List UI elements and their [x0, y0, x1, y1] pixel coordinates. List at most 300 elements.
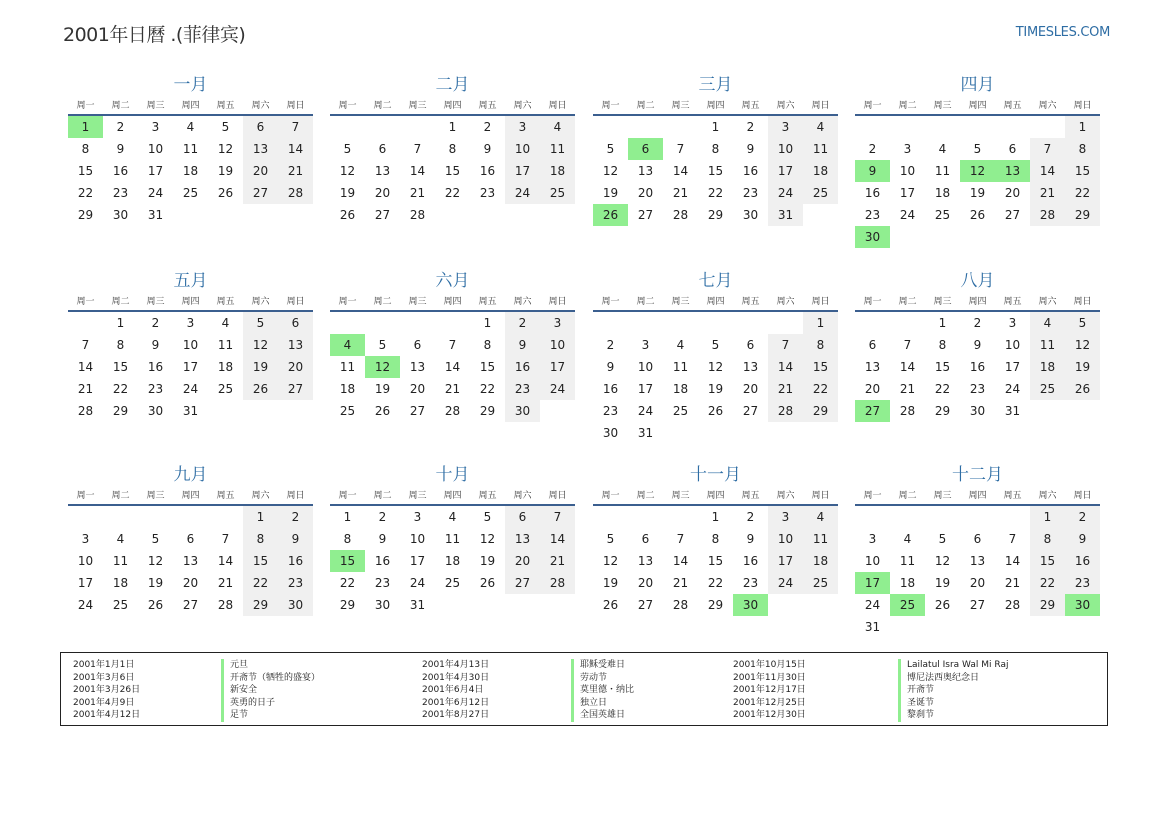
- day-cell[interactable]: 26: [217, 186, 234, 200]
- day-cell[interactable]: 24: [1004, 382, 1021, 396]
- day-cell[interactable]: 18: [672, 382, 689, 396]
- day-cell[interactable]: 20: [243, 160, 278, 182]
- holiday-day-cell[interactable]: 6: [628, 138, 663, 160]
- day-cell[interactable]: 20: [864, 382, 881, 396]
- day-cell[interactable]: 8: [938, 338, 947, 352]
- day-cell[interactable]: 1: [116, 316, 125, 330]
- holiday-day-cell[interactable]: 12: [960, 160, 995, 182]
- day-cell[interactable]: 23: [278, 572, 313, 594]
- day-cell[interactable]: 10: [864, 554, 881, 568]
- day-cell[interactable]: 22: [112, 382, 129, 396]
- day-cell[interactable]: 3: [540, 312, 575, 334]
- day-cell[interactable]: 24: [637, 404, 654, 418]
- day-cell[interactable]: 2: [746, 510, 755, 524]
- day-cell[interactable]: 5: [1065, 312, 1100, 334]
- day-cell[interactable]: 26: [707, 404, 724, 418]
- holiday-day-cell[interactable]: 25: [890, 594, 925, 616]
- day-cell[interactable]: 21: [444, 382, 461, 396]
- day-cell[interactable]: 8: [81, 142, 90, 156]
- day-cell[interactable]: 28: [672, 598, 689, 612]
- day-cell[interactable]: 30: [742, 208, 759, 222]
- day-cell[interactable]: 15: [112, 360, 129, 374]
- day-cell[interactable]: 11: [339, 360, 356, 374]
- day-cell[interactable]: 25: [803, 182, 838, 204]
- holiday-day-cell[interactable]: 13: [995, 160, 1030, 182]
- day-cell[interactable]: 12: [479, 532, 496, 546]
- day-cell[interactable]: 1: [803, 312, 838, 334]
- day-cell[interactable]: 2: [116, 120, 125, 134]
- day-cell[interactable]: 25: [182, 186, 199, 200]
- day-cell[interactable]: 3: [768, 506, 803, 528]
- day-cell[interactable]: 27: [742, 404, 759, 418]
- day-cell[interactable]: 27: [409, 404, 426, 418]
- day-cell[interactable]: 23: [1065, 572, 1100, 594]
- day-cell[interactable]: 5: [711, 338, 720, 352]
- day-cell[interactable]: 24: [505, 182, 540, 204]
- day-cell[interactable]: 20: [637, 576, 654, 590]
- day-cell[interactable]: 14: [672, 554, 689, 568]
- day-cell[interactable]: 16: [969, 360, 986, 374]
- day-cell[interactable]: 17: [1004, 360, 1021, 374]
- day-cell[interactable]: 5: [221, 120, 230, 134]
- day-cell[interactable]: 7: [903, 338, 912, 352]
- day-cell[interactable]: 23: [742, 576, 759, 590]
- day-cell[interactable]: 27: [505, 572, 540, 594]
- day-cell[interactable]: 6: [186, 532, 195, 546]
- day-cell[interactable]: 20: [374, 186, 391, 200]
- day-cell[interactable]: 8: [448, 142, 457, 156]
- day-cell[interactable]: 17: [637, 382, 654, 396]
- day-cell[interactable]: 11: [1030, 334, 1065, 356]
- day-cell[interactable]: 7: [81, 338, 90, 352]
- day-cell[interactable]: 31: [1004, 404, 1021, 418]
- day-cell[interactable]: 5: [606, 142, 615, 156]
- day-cell[interactable]: 12: [602, 554, 619, 568]
- day-cell[interactable]: 6: [243, 116, 278, 138]
- site-name[interactable]: TIMESLES.COM: [1015, 25, 1110, 40]
- day-cell[interactable]: 19: [602, 576, 619, 590]
- day-cell[interactable]: 28: [444, 404, 461, 418]
- day-cell[interactable]: 13: [864, 360, 881, 374]
- day-cell[interactable]: 19: [707, 382, 724, 396]
- day-cell[interactable]: 10: [182, 338, 199, 352]
- day-cell[interactable]: 5: [243, 312, 278, 334]
- day-cell[interactable]: 10: [505, 138, 540, 160]
- day-cell[interactable]: 31: [637, 426, 654, 440]
- day-cell[interactable]: 19: [1065, 356, 1100, 378]
- day-cell[interactable]: 8: [343, 532, 352, 546]
- day-cell[interactable]: 28: [672, 208, 689, 222]
- day-cell[interactable]: 7: [676, 532, 685, 546]
- day-cell[interactable]: 11: [217, 338, 234, 352]
- day-cell[interactable]: 16: [278, 550, 313, 572]
- day-cell[interactable]: 6: [868, 338, 877, 352]
- day-cell[interactable]: 31: [147, 208, 164, 222]
- day-cell[interactable]: 30: [505, 400, 540, 422]
- day-cell[interactable]: 22: [1065, 182, 1100, 204]
- day-cell[interactable]: 11: [182, 142, 199, 156]
- day-cell[interactable]: 8: [711, 142, 720, 156]
- day-cell[interactable]: 28: [278, 182, 313, 204]
- day-cell[interactable]: 11: [112, 554, 129, 568]
- holiday-day-cell[interactable]: 26: [593, 204, 628, 226]
- day-cell[interactable]: 25: [672, 404, 689, 418]
- day-cell[interactable]: 3: [1008, 316, 1017, 330]
- day-cell[interactable]: 21: [409, 186, 426, 200]
- day-cell[interactable]: 18: [339, 382, 356, 396]
- day-cell[interactable]: 4: [803, 506, 838, 528]
- day-cell[interactable]: 30: [969, 404, 986, 418]
- day-cell[interactable]: 19: [339, 186, 356, 200]
- day-cell[interactable]: 2: [151, 316, 160, 330]
- day-cell[interactable]: 7: [1008, 532, 1017, 546]
- day-cell[interactable]: 9: [746, 532, 755, 546]
- day-cell[interactable]: 14: [409, 164, 426, 178]
- holiday-day-cell[interactable]: 15: [330, 550, 365, 572]
- day-cell[interactable]: 9: [483, 142, 492, 156]
- day-cell[interactable]: 7: [1030, 138, 1065, 160]
- day-cell[interactable]: 3: [505, 116, 540, 138]
- day-cell[interactable]: 18: [217, 360, 234, 374]
- day-cell[interactable]: 4: [540, 116, 575, 138]
- day-cell[interactable]: 15: [934, 360, 951, 374]
- day-cell[interactable]: 21: [77, 382, 94, 396]
- day-cell[interactable]: 22: [803, 378, 838, 400]
- day-cell[interactable]: 19: [602, 186, 619, 200]
- day-cell[interactable]: 7: [278, 116, 313, 138]
- day-cell[interactable]: 9: [606, 360, 615, 374]
- day-cell[interactable]: 4: [803, 116, 838, 138]
- day-cell[interactable]: 16: [864, 186, 881, 200]
- day-cell[interactable]: 12: [934, 554, 951, 568]
- day-cell[interactable]: 13: [637, 164, 654, 178]
- day-cell[interactable]: 3: [81, 532, 90, 546]
- day-cell[interactable]: 19: [479, 554, 496, 568]
- day-cell[interactable]: 25: [339, 404, 356, 418]
- day-cell[interactable]: 5: [938, 532, 947, 546]
- day-cell[interactable]: 19: [147, 576, 164, 590]
- day-cell[interactable]: 10: [1004, 338, 1021, 352]
- day-cell[interactable]: 21: [1004, 576, 1021, 590]
- holiday-day-cell[interactable]: 30: [855, 226, 890, 248]
- day-cell[interactable]: 12: [243, 334, 278, 356]
- day-cell[interactable]: 13: [742, 360, 759, 374]
- day-cell[interactable]: 15: [479, 360, 496, 374]
- day-cell[interactable]: 12: [339, 164, 356, 178]
- day-cell[interactable]: 29: [243, 594, 278, 616]
- day-cell[interactable]: 11: [803, 528, 838, 550]
- day-cell[interactable]: 1: [711, 120, 720, 134]
- holiday-day-cell[interactable]: 4: [330, 334, 365, 356]
- day-cell[interactable]: 14: [672, 164, 689, 178]
- day-cell[interactable]: 31: [864, 620, 881, 634]
- day-cell[interactable]: 10: [540, 334, 575, 356]
- day-cell[interactable]: 18: [899, 576, 916, 590]
- day-cell[interactable]: 3: [868, 532, 877, 546]
- holiday-day-cell[interactable]: 1: [68, 116, 103, 138]
- day-cell[interactable]: 10: [637, 360, 654, 374]
- day-cell[interactable]: 15: [77, 164, 94, 178]
- day-cell[interactable]: 15: [803, 356, 838, 378]
- day-cell[interactable]: 25: [803, 572, 838, 594]
- day-cell[interactable]: 15: [707, 164, 724, 178]
- day-cell[interactable]: 14: [77, 360, 94, 374]
- day-cell[interactable]: 15: [444, 164, 461, 178]
- day-cell[interactable]: 28: [899, 404, 916, 418]
- day-cell[interactable]: 4: [221, 316, 230, 330]
- day-cell[interactable]: 16: [1065, 550, 1100, 572]
- day-cell[interactable]: 4: [448, 510, 457, 524]
- day-cell[interactable]: 2: [868, 142, 877, 156]
- day-cell[interactable]: 27: [969, 598, 986, 612]
- day-cell[interactable]: 24: [768, 572, 803, 594]
- day-cell[interactable]: 8: [803, 334, 838, 356]
- day-cell[interactable]: 17: [899, 186, 916, 200]
- day-cell[interactable]: 5: [973, 142, 982, 156]
- day-cell[interactable]: 23: [969, 382, 986, 396]
- day-cell[interactable]: 4: [676, 338, 685, 352]
- day-cell[interactable]: 2: [505, 312, 540, 334]
- day-cell[interactable]: 3: [768, 116, 803, 138]
- day-cell[interactable]: 16: [505, 356, 540, 378]
- day-cell[interactable]: 19: [243, 356, 278, 378]
- day-cell[interactable]: 11: [899, 554, 916, 568]
- day-cell[interactable]: 26: [934, 598, 951, 612]
- day-cell[interactable]: 2: [378, 510, 387, 524]
- day-cell[interactable]: 25: [540, 182, 575, 204]
- day-cell[interactable]: 22: [243, 572, 278, 594]
- holiday-day-cell[interactable]: 12: [365, 356, 400, 378]
- day-cell[interactable]: 2: [483, 120, 492, 134]
- day-cell[interactable]: 4: [938, 142, 947, 156]
- day-cell[interactable]: 17: [182, 360, 199, 374]
- day-cell[interactable]: 16: [479, 164, 496, 178]
- day-cell[interactable]: 10: [147, 142, 164, 156]
- day-cell[interactable]: 28: [1004, 598, 1021, 612]
- day-cell[interactable]: 14: [217, 554, 234, 568]
- day-cell[interactable]: 28: [409, 208, 426, 222]
- day-cell[interactable]: 6: [973, 532, 982, 546]
- day-cell[interactable]: 14: [768, 356, 803, 378]
- day-cell[interactable]: 8: [243, 528, 278, 550]
- day-cell[interactable]: 12: [217, 142, 234, 156]
- day-cell[interactable]: 2: [973, 316, 982, 330]
- day-cell[interactable]: 13: [182, 554, 199, 568]
- day-cell[interactable]: 8: [711, 532, 720, 546]
- day-cell[interactable]: 13: [637, 554, 654, 568]
- day-cell[interactable]: 14: [899, 360, 916, 374]
- day-cell[interactable]: 1: [243, 506, 278, 528]
- day-cell[interactable]: 21: [768, 378, 803, 400]
- day-cell[interactable]: 22: [339, 576, 356, 590]
- day-cell[interactable]: 24: [409, 576, 426, 590]
- day-cell[interactable]: 9: [378, 532, 387, 546]
- day-cell[interactable]: 6: [378, 142, 387, 156]
- holiday-day-cell[interactable]: 30: [733, 594, 768, 616]
- day-cell[interactable]: 26: [339, 208, 356, 222]
- day-cell[interactable]: 6: [746, 338, 755, 352]
- day-cell[interactable]: 2: [606, 338, 615, 352]
- holiday-day-cell[interactable]: 17: [855, 572, 890, 594]
- day-cell[interactable]: 13: [505, 528, 540, 550]
- day-cell[interactable]: 9: [973, 338, 982, 352]
- day-cell[interactable]: 23: [742, 186, 759, 200]
- day-cell[interactable]: 9: [505, 334, 540, 356]
- day-cell[interactable]: 23: [112, 186, 129, 200]
- day-cell[interactable]: 29: [707, 598, 724, 612]
- day-cell[interactable]: 28: [540, 572, 575, 594]
- holiday-day-cell[interactable]: 27: [855, 400, 890, 422]
- day-cell[interactable]: 11: [540, 138, 575, 160]
- day-cell[interactable]: 21: [672, 576, 689, 590]
- day-cell[interactable]: 20: [969, 576, 986, 590]
- day-cell[interactable]: 24: [864, 598, 881, 612]
- day-cell[interactable]: 3: [641, 338, 650, 352]
- day-cell[interactable]: 28: [217, 598, 234, 612]
- day-cell[interactable]: 1: [1030, 506, 1065, 528]
- day-cell[interactable]: 30: [374, 598, 391, 612]
- day-cell[interactable]: 29: [112, 404, 129, 418]
- day-cell[interactable]: 19: [969, 186, 986, 200]
- day-cell[interactable]: 7: [676, 142, 685, 156]
- day-cell[interactable]: 26: [1065, 378, 1100, 400]
- day-cell[interactable]: 17: [540, 356, 575, 378]
- day-cell[interactable]: 12: [147, 554, 164, 568]
- day-cell[interactable]: 28: [77, 404, 94, 418]
- day-cell[interactable]: 29: [1065, 204, 1100, 226]
- day-cell[interactable]: 7: [413, 142, 422, 156]
- day-cell[interactable]: 26: [969, 208, 986, 222]
- day-cell[interactable]: 5: [606, 532, 615, 546]
- day-cell[interactable]: 31: [182, 404, 199, 418]
- day-cell[interactable]: 21: [540, 550, 575, 572]
- day-cell[interactable]: 20: [278, 356, 313, 378]
- day-cell[interactable]: 6: [1008, 142, 1017, 156]
- holiday-day-cell[interactable]: 30: [1065, 594, 1100, 616]
- day-cell[interactable]: 17: [77, 576, 94, 590]
- day-cell[interactable]: 1: [711, 510, 720, 524]
- day-cell[interactable]: 21: [899, 382, 916, 396]
- day-cell[interactable]: 24: [899, 208, 916, 222]
- day-cell[interactable]: 12: [602, 164, 619, 178]
- day-cell[interactable]: 11: [444, 532, 461, 546]
- day-cell[interactable]: 5: [378, 338, 387, 352]
- day-cell[interactable]: 14: [1030, 160, 1065, 182]
- day-cell[interactable]: 16: [147, 360, 164, 374]
- day-cell[interactable]: 23: [602, 404, 619, 418]
- day-cell[interactable]: 4: [116, 532, 125, 546]
- day-cell[interactable]: 6: [413, 338, 422, 352]
- day-cell[interactable]: 10: [409, 532, 426, 546]
- day-cell[interactable]: 1: [1065, 116, 1100, 138]
- day-cell[interactable]: 20: [505, 550, 540, 572]
- day-cell[interactable]: 18: [934, 186, 951, 200]
- day-cell[interactable]: 29: [1030, 594, 1065, 616]
- day-cell[interactable]: 3: [186, 316, 195, 330]
- day-cell[interactable]: 27: [374, 208, 391, 222]
- day-cell[interactable]: 29: [479, 404, 496, 418]
- day-cell[interactable]: 20: [742, 382, 759, 396]
- day-cell[interactable]: 13: [409, 360, 426, 374]
- day-cell[interactable]: 3: [413, 510, 422, 524]
- day-cell[interactable]: 6: [505, 506, 540, 528]
- day-cell[interactable]: 15: [243, 550, 278, 572]
- day-cell[interactable]: 14: [444, 360, 461, 374]
- day-cell[interactable]: 7: [540, 506, 575, 528]
- day-cell[interactable]: 30: [278, 594, 313, 616]
- day-cell[interactable]: 22: [1030, 572, 1065, 594]
- day-cell[interactable]: 13: [278, 334, 313, 356]
- day-cell[interactable]: 25: [1030, 378, 1065, 400]
- day-cell[interactable]: 9: [746, 142, 755, 156]
- day-cell[interactable]: 26: [374, 404, 391, 418]
- day-cell[interactable]: 21: [217, 576, 234, 590]
- day-cell[interactable]: 18: [803, 160, 838, 182]
- day-cell[interactable]: 6: [278, 312, 313, 334]
- day-cell[interactable]: 28: [768, 400, 803, 422]
- day-cell[interactable]: 17: [409, 554, 426, 568]
- day-cell[interactable]: 22: [479, 382, 496, 396]
- day-cell[interactable]: 19: [934, 576, 951, 590]
- day-cell[interactable]: 14: [1004, 554, 1021, 568]
- day-cell[interactable]: 14: [540, 528, 575, 550]
- day-cell[interactable]: 17: [768, 550, 803, 572]
- day-cell[interactable]: 16: [602, 382, 619, 396]
- day-cell[interactable]: 27: [1004, 208, 1021, 222]
- day-cell[interactable]: 29: [339, 598, 356, 612]
- day-cell[interactable]: 5: [151, 532, 160, 546]
- day-cell[interactable]: 26: [243, 378, 278, 400]
- day-cell[interactable]: 10: [768, 138, 803, 160]
- day-cell[interactable]: 26: [147, 598, 164, 612]
- day-cell[interactable]: 8: [1065, 138, 1100, 160]
- day-cell[interactable]: 3: [903, 142, 912, 156]
- day-cell[interactable]: 2: [1065, 506, 1100, 528]
- day-cell[interactable]: 10: [899, 164, 916, 178]
- day-cell[interactable]: 20: [409, 382, 426, 396]
- day-cell[interactable]: 16: [374, 554, 391, 568]
- day-cell[interactable]: 4: [903, 532, 912, 546]
- holiday-day-cell[interactable]: 9: [855, 160, 890, 182]
- day-cell[interactable]: 24: [768, 182, 803, 204]
- day-cell[interactable]: 4: [186, 120, 195, 134]
- day-cell[interactable]: 18: [182, 164, 199, 178]
- day-cell[interactable]: 27: [278, 378, 313, 400]
- day-cell[interactable]: 10: [77, 554, 94, 568]
- day-cell[interactable]: 7: [448, 338, 457, 352]
- day-cell[interactable]: 30: [147, 404, 164, 418]
- day-cell[interactable]: 22: [707, 186, 724, 200]
- day-cell[interactable]: 17: [147, 164, 164, 178]
- day-cell[interactable]: 29: [77, 208, 94, 222]
- day-cell[interactable]: 23: [479, 186, 496, 200]
- day-cell[interactable]: 18: [444, 554, 461, 568]
- day-cell[interactable]: 8: [483, 338, 492, 352]
- day-cell[interactable]: 15: [707, 554, 724, 568]
- day-cell[interactable]: 4: [1030, 312, 1065, 334]
- day-cell[interactable]: 9: [1065, 528, 1100, 550]
- day-cell[interactable]: 17: [505, 160, 540, 182]
- day-cell[interactable]: 22: [77, 186, 94, 200]
- day-cell[interactable]: 26: [602, 598, 619, 612]
- day-cell[interactable]: 2: [278, 506, 313, 528]
- day-cell[interactable]: 9: [151, 338, 160, 352]
- day-cell[interactable]: 1: [343, 510, 352, 524]
- day-cell[interactable]: 23: [147, 382, 164, 396]
- day-cell[interactable]: 30: [112, 208, 129, 222]
- day-cell[interactable]: 3: [151, 120, 160, 134]
- day-cell[interactable]: 21: [278, 160, 313, 182]
